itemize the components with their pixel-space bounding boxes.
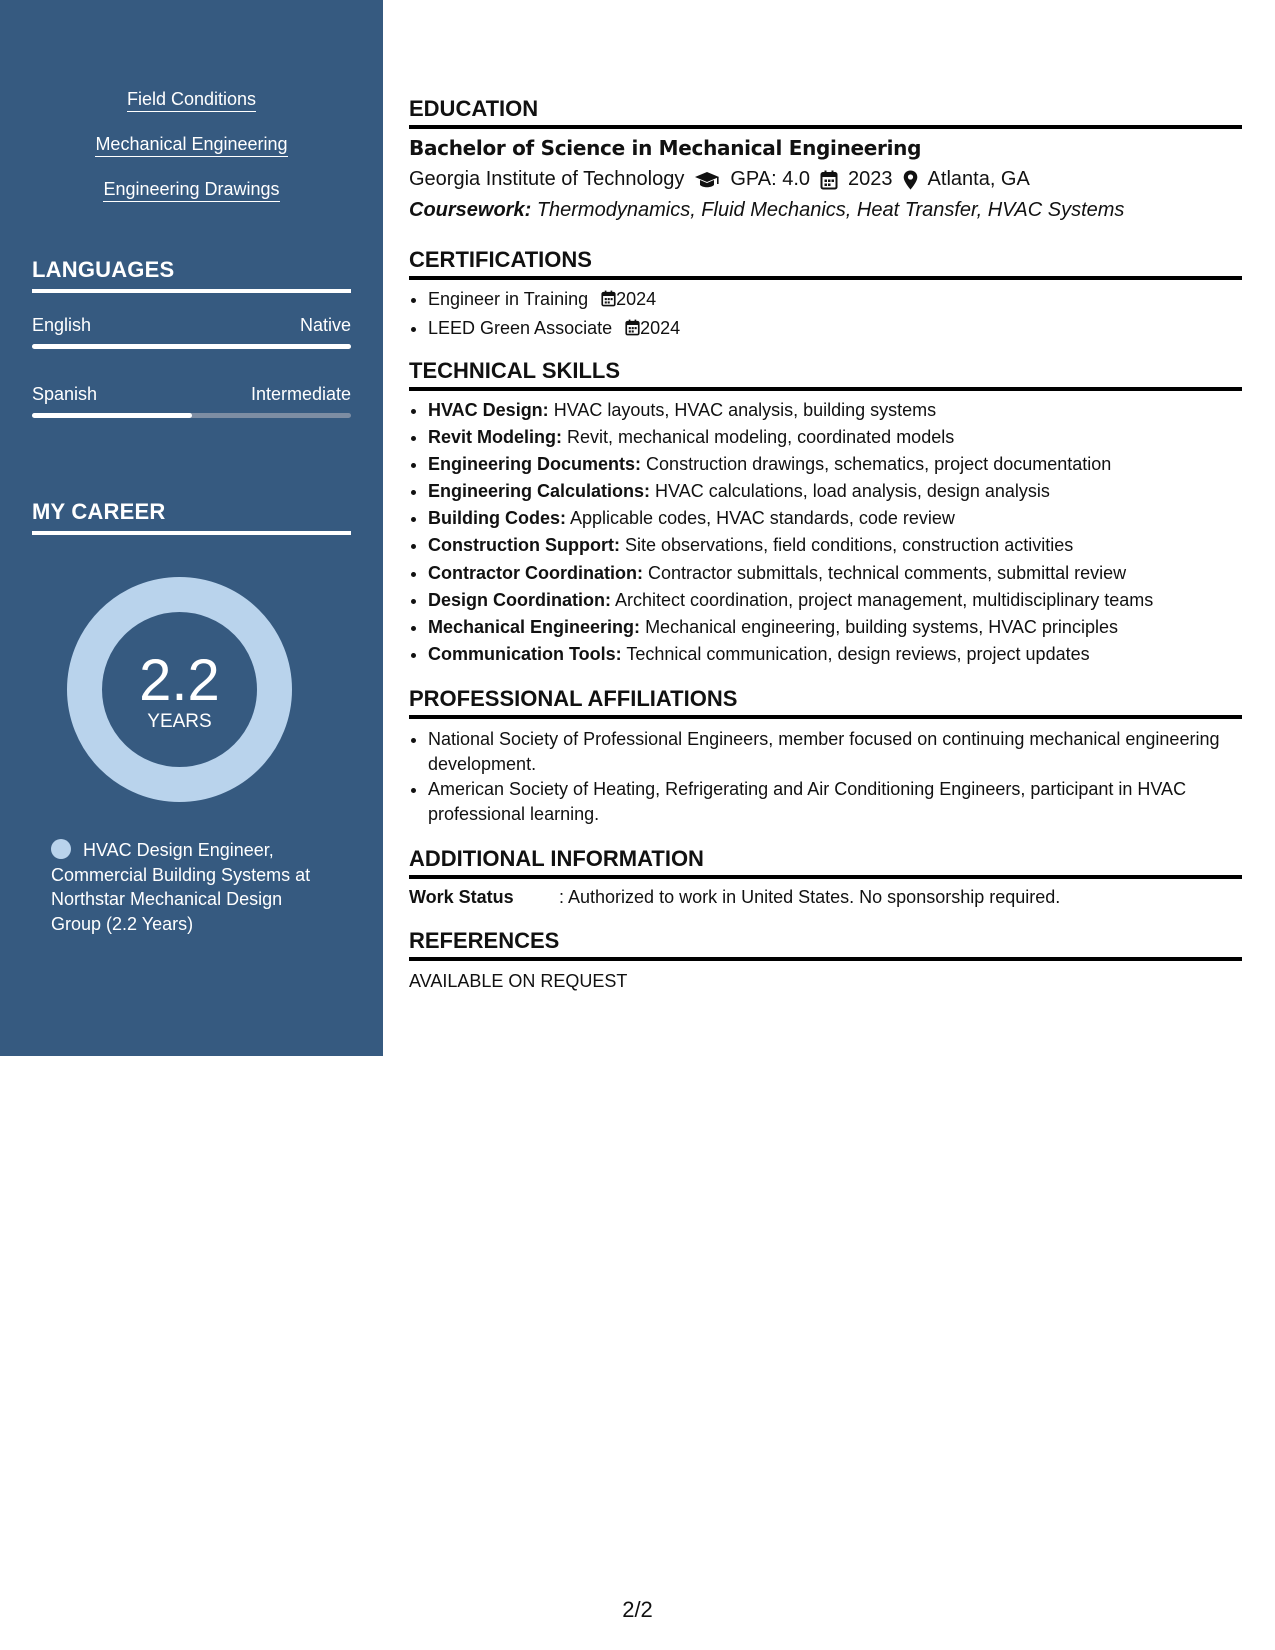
references-heading: REFERENCES	[409, 928, 1242, 961]
skill-text: Revit, mechanical modeling, coordinated models	[567, 427, 955, 448]
skill-label: Mechanical Engineering:	[428, 616, 641, 637]
career-years-value: 2.2	[139, 648, 220, 713]
skill-tag-label: Engineering Drawings	[103, 179, 279, 202]
skill-text: Architect coordination, project management, multidisciplinary teams	[615, 589, 1154, 610]
skill-text: Site observations, field conditions, construction activities	[625, 535, 1074, 556]
skill-label: Design Coordination:	[428, 589, 611, 610]
education-gpa: GPA: 4.0	[730, 168, 811, 190]
language-name: English	[32, 315, 92, 335]
skill-label: Construction Support:	[428, 535, 620, 556]
language-bar-fill	[32, 413, 192, 418]
technical-skills-list	[409, 397, 1243, 668]
career-years-unit: YEARS	[147, 711, 212, 732]
education-degree: Bachelor of Science in Mechanical Engineering	[409, 136, 922, 160]
certification-name: LEED Green Associate	[428, 318, 613, 338]
page-indicator: 2/2	[622, 1597, 653, 1622]
graduation-cap-icon	[694, 170, 720, 190]
skill-tag	[0, 89, 383, 110]
skill-label: HVAC Design:	[428, 400, 549, 420]
certifications-heading: CERTIFICATIONS	[409, 247, 1242, 280]
list-item: • American Society of Heating, Refrigerating and Air Conditioning Engineers, participant in HVAC professional learning.	[428, 777, 1243, 827]
map-pin-icon	[903, 170, 918, 190]
sidebar	[0, 0, 383, 1056]
skill-label: Engineering Calculations:	[428, 481, 651, 502]
calendar-icon	[820, 170, 838, 190]
calendar-icon	[601, 288, 616, 315]
language-bar-fill	[32, 344, 351, 349]
work-status-label: Work Status	[409, 887, 514, 907]
education-heading: EDUCATION	[409, 96, 1242, 129]
coursework-label: Coursework:	[409, 199, 532, 221]
list-item	[428, 424, 1243, 451]
skill-text: Applicable codes, HVAC standards, code review	[570, 508, 955, 529]
calendar-icon	[625, 317, 640, 344]
language-bar	[32, 413, 351, 418]
work-status-row	[409, 887, 1060, 908]
skill-tag	[0, 134, 383, 155]
skill-label: Revit Modeling:	[428, 427, 562, 448]
additional-info-heading: ADDITIONAL INFORMATION	[409, 846, 1242, 879]
certifications-list	[409, 286, 1243, 344]
affiliations-list	[409, 727, 1243, 827]
list-item	[428, 478, 1243, 505]
skill-text: HVAC calculations, load analysis, design analysis	[655, 481, 1050, 502]
coursework-list: Thermodynamics, Fluid Mechanics, Heat Transfer, HVAC Systems	[536, 199, 1125, 221]
certification-name: Engineer in Training	[428, 289, 589, 309]
career-legend-dot	[51, 839, 71, 859]
list-item: • National Society of Professional Engineers, member focused on continuing mechanical engineering development.	[428, 727, 1243, 777]
skill-label: Contractor Coordination:	[428, 562, 643, 583]
list-item	[428, 397, 1243, 424]
list-item	[428, 532, 1243, 559]
list-item	[428, 641, 1243, 668]
list-item	[428, 587, 1243, 614]
skill-tag	[0, 179, 383, 200]
list-item	[428, 286, 1243, 315]
language-level: Native	[299, 315, 351, 335]
career-entry-text: HVAC Design Engineer, Commercial Building Systems at Northstar Mechanical Design Group (2.2 Years)	[51, 840, 311, 934]
education-location: Atlanta, GA	[927, 168, 1030, 190]
education-details	[409, 168, 1030, 191]
skill-text: Contractor submittals, technical comments, submittal review	[648, 562, 1127, 583]
language-row	[32, 384, 351, 405]
work-status-value: : Authorized to work in United States. No sponsorship required.	[559, 887, 1061, 907]
references-text: AVAILABLE ON REQUEST	[409, 971, 628, 991]
list-item	[428, 315, 1243, 344]
list-item	[428, 505, 1243, 532]
language-bar	[32, 344, 351, 349]
career-donut	[67, 577, 292, 802]
career-heading: MY CAREER	[32, 499, 351, 535]
language-level: Intermediate	[250, 384, 351, 404]
affiliations-heading: PROFESSIONAL AFFILIATIONS	[409, 686, 1242, 719]
career-entry	[51, 838, 336, 936]
education-school: Georgia Institute of Technology	[409, 168, 685, 190]
skill-label: Building Codes:	[428, 508, 566, 529]
education-coursework	[409, 199, 1124, 222]
skill-label: Communication Tools:	[428, 643, 622, 664]
list-item	[428, 614, 1243, 641]
skill-label: Engineering Documents:	[428, 454, 642, 475]
skill-text: Construction drawings, schematics, project documentation	[646, 454, 1112, 475]
skill-tag-label: Field Conditions	[127, 89, 256, 112]
skill-text: Technical communication, design reviews, project updates	[626, 643, 1090, 664]
skill-tag-label: Mechanical Engineering	[95, 134, 287, 157]
list-item	[428, 451, 1243, 478]
languages-heading: LANGUAGES	[32, 257, 351, 293]
certification-year: 2024	[640, 318, 681, 338]
language-name: Spanish	[32, 384, 98, 404]
certification-year: 2024	[616, 289, 657, 309]
technical-skills-heading: TECHNICAL SKILLS	[409, 358, 1242, 391]
education-year: 2023	[848, 168, 893, 190]
language-row	[32, 315, 351, 336]
skill-text: HVAC layouts, HVAC analysis, building systems	[553, 400, 937, 420]
list-item	[428, 560, 1243, 587]
skill-text: Mechanical engineering, building systems, HVAC principles	[645, 616, 1118, 637]
